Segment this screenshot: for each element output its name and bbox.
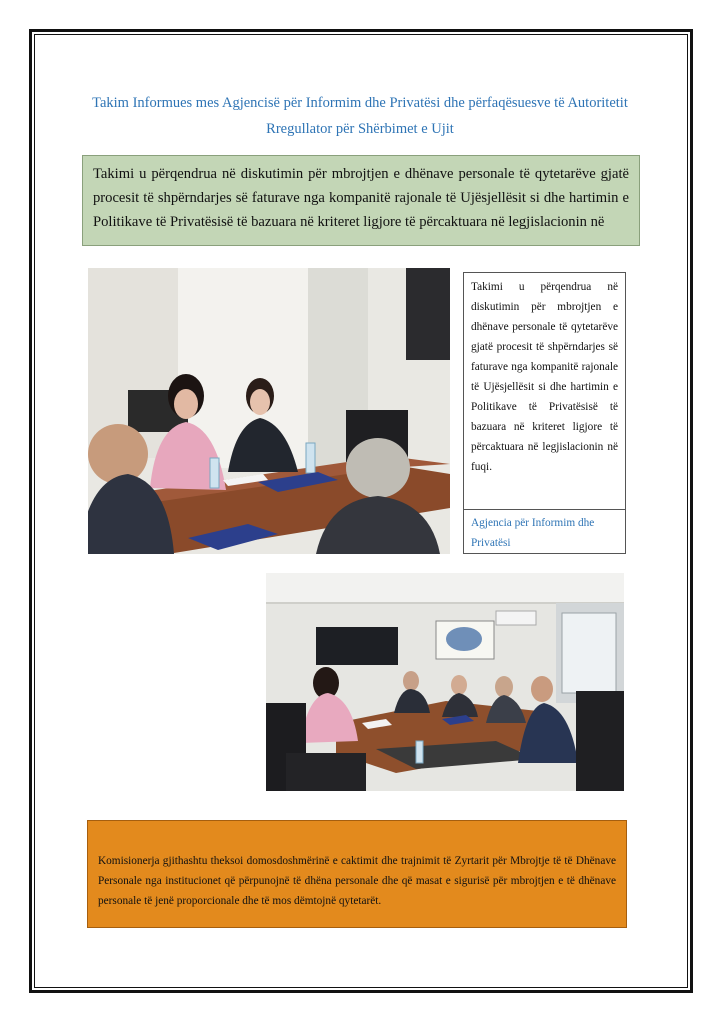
meeting-photo-closeup bbox=[88, 268, 450, 554]
side-caption: Agjencia për Informim dhe Privatësi bbox=[471, 517, 595, 549]
closing-box: Komisionerja gjithashtu theksoi domosdoshmërinë e caktimit dhe trajnimit të Zyrtarit për Mbrojtje të të Dhënave Personale nga institucionet që përpunojnë të dhëna personale dhe që masat e sigurisë për mbrojtjen e të dhënave personale të jenë proporcionale dhe të mos dëmtojnë qytetarët. bbox=[87, 820, 627, 928]
side-text: Takimi u përqendrua në diskutimin për mbrojtjen e dhënave personale të qytetarëve gjatë procesit të shpërndarjes së faturave nga kompanitë rajonale të Ujësjellësit si dhe hartimin e Politikave të Privatësisë të bazuara në kriteret ligjore të përcaktuara në legjislacionin në fuqi. bbox=[464, 273, 625, 510]
summary-box: Takimi u përqendrua në diskutimin për mbrojtjen e dhënave personale të qytetarëve gjatë procesit të shpërndarjes së faturave nga kompanitë rajonale të Ujësjellësit si dhe hartimin e Politikave të Privatësisë të bazuara në kriteret ligjore të përcaktuara në legjislacionin në bbox=[82, 155, 640, 246]
document-title: Takim Informues mes Agjencisë për Informim dhe Privatësi dhe përfaqësuesve të Autoritetit Rregullator për Shërbimet e Ujit bbox=[92, 95, 628, 137]
meeting-photo-wide bbox=[266, 573, 624, 791]
side-text-box bbox=[463, 272, 626, 554]
